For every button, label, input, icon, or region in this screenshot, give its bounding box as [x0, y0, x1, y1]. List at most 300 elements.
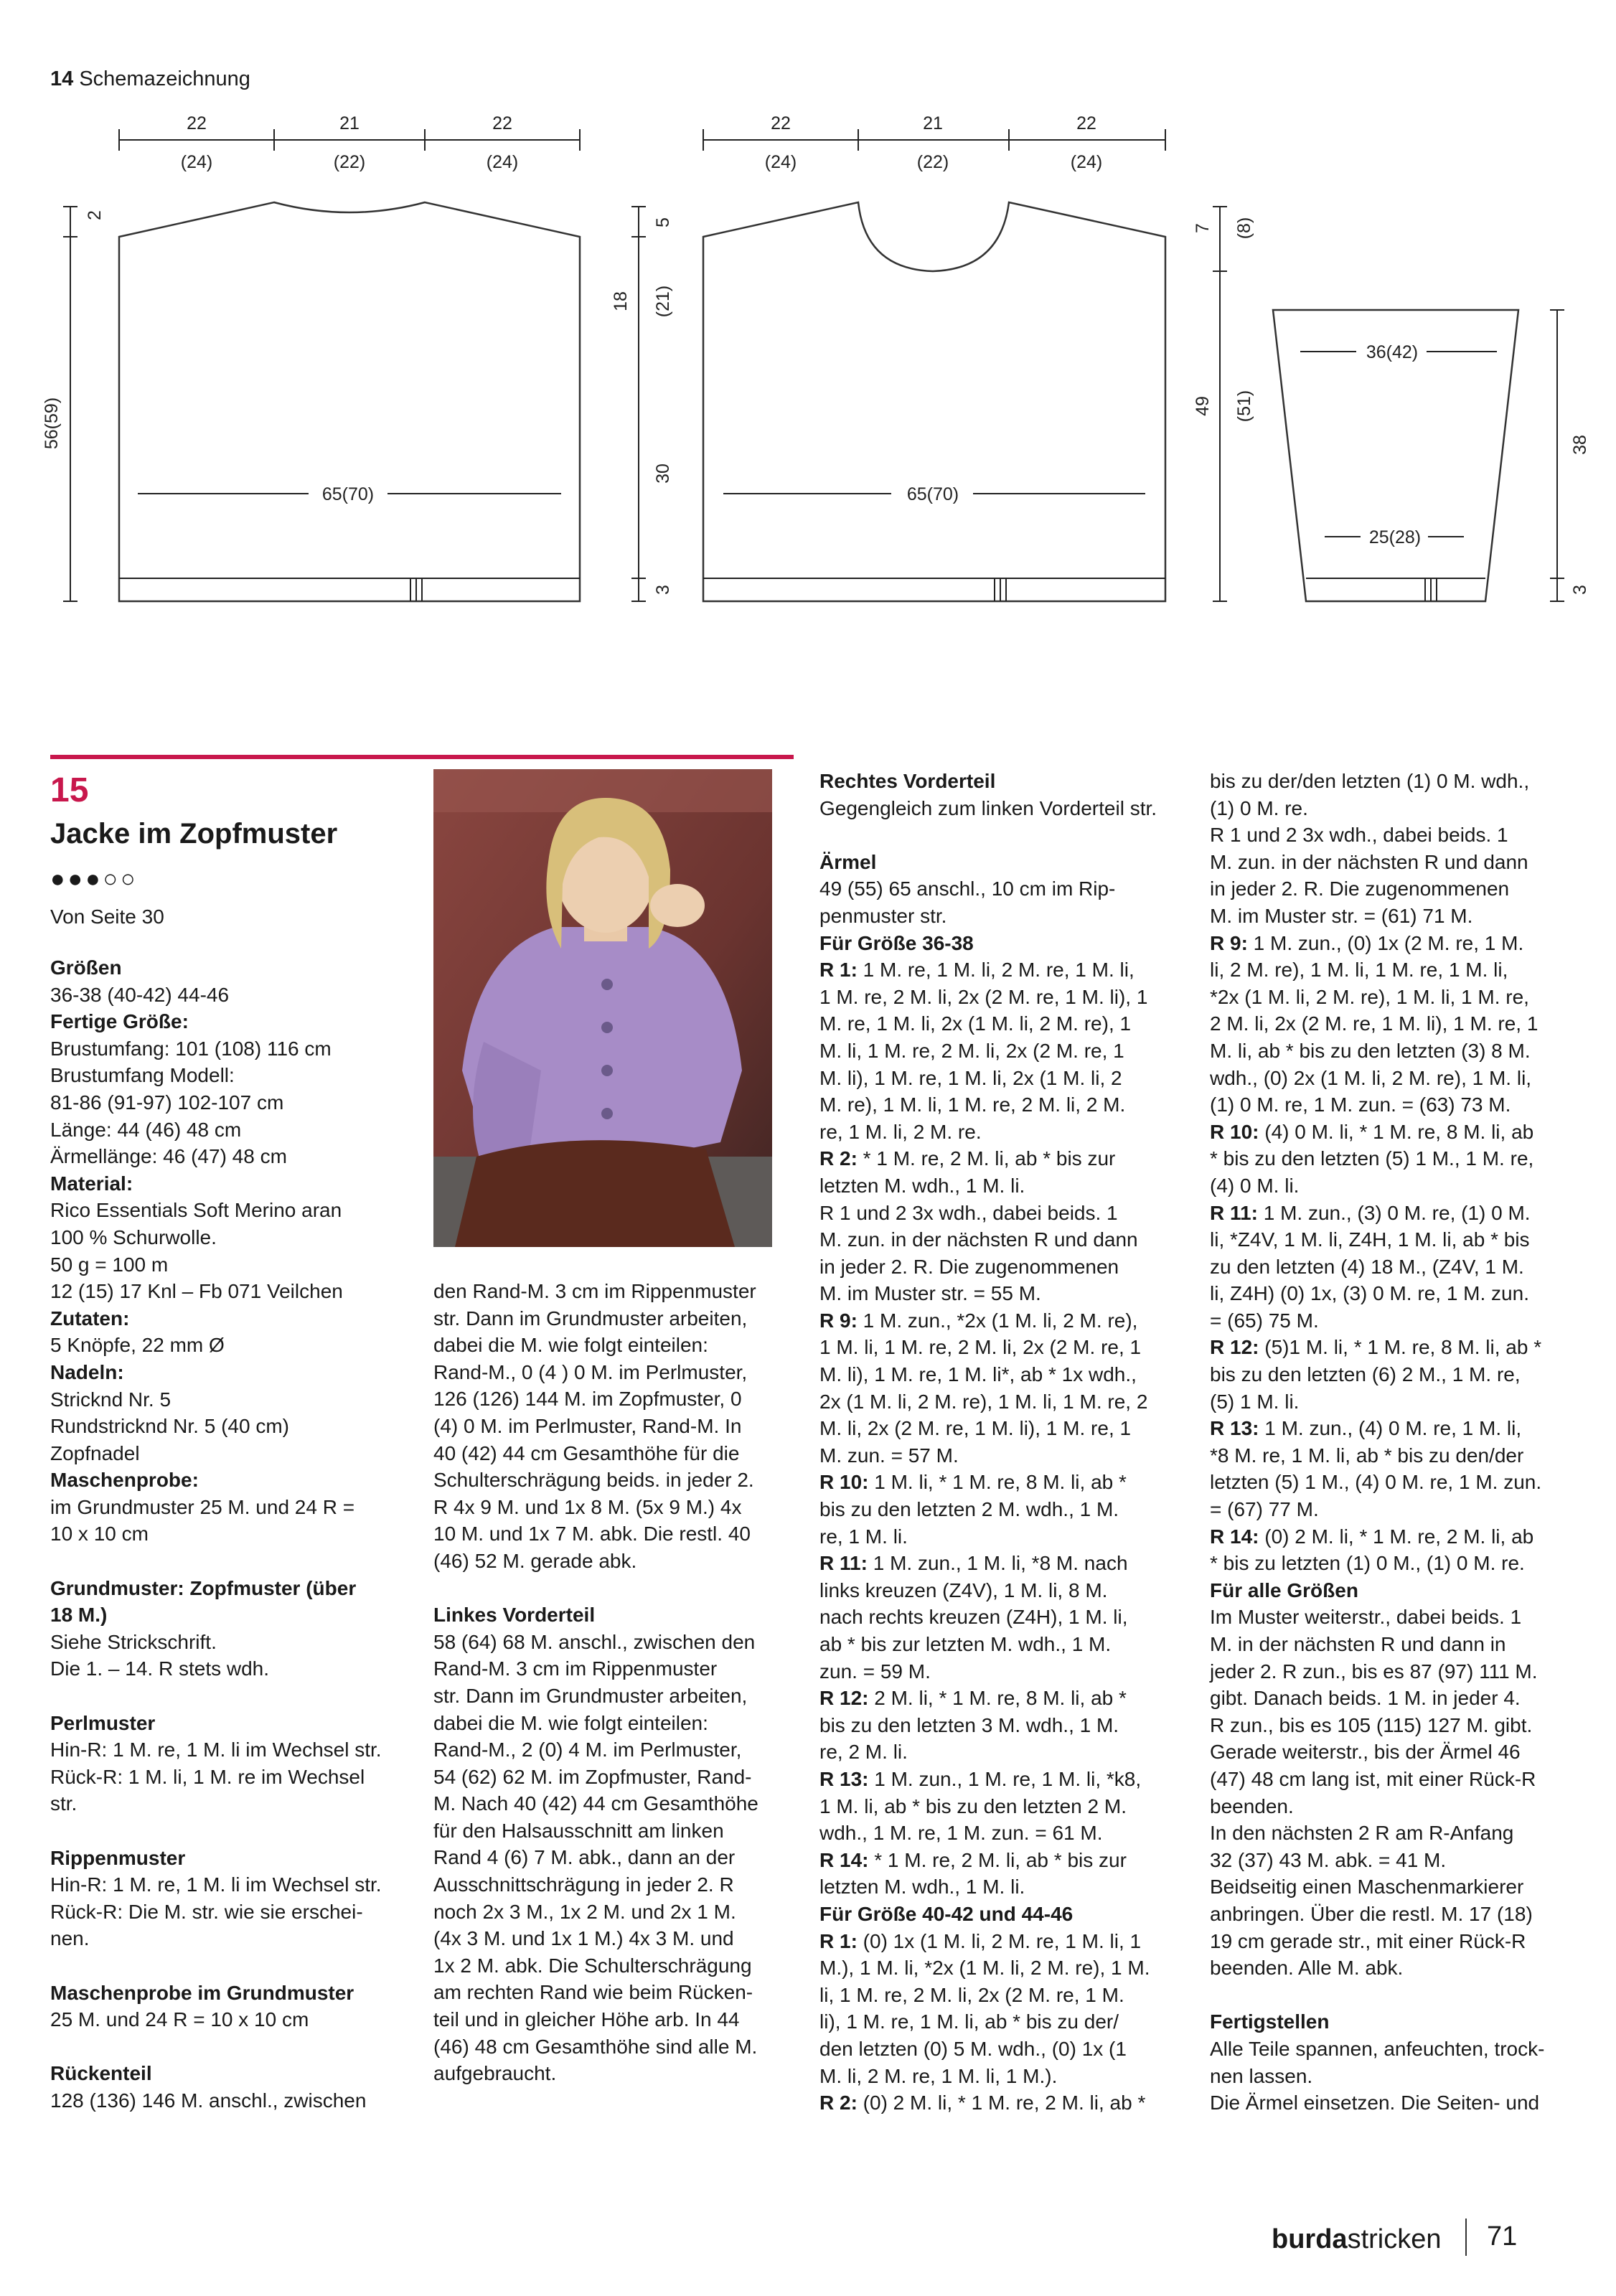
text-line	[819, 1172, 1193, 1200]
line-text: str. Dann im Grundmuster arbeiten,	[433, 1684, 748, 1707]
line-text: Rand-M. 3 cm im Rippenmuster	[433, 1657, 718, 1680]
text-line	[1210, 1793, 1583, 1820]
text-line	[433, 1952, 785, 1980]
text-line	[819, 1334, 1193, 1361]
text-line	[1210, 1038, 1583, 1065]
text-line	[819, 1065, 1193, 1092]
line-text: 1 M. zun., 1 M. re, 1 M. li, *k8,	[868, 1767, 1142, 1790]
text-line	[819, 1873, 1193, 1901]
line-text: str. Dann im Grundmuster arbeiten,	[433, 1307, 748, 1330]
text-line	[819, 1253, 1193, 1281]
text-line	[1210, 2008, 1583, 2036]
text-line	[433, 1817, 785, 1845]
line-text: (5) 1 M. li.	[1210, 1390, 1300, 1413]
text-column-1	[50, 954, 423, 2114]
body-height-dimension	[611, 207, 673, 601]
line-text: Perlmuster	[50, 1711, 156, 1734]
line-text: beenden. Alle M. abk.	[1210, 1957, 1404, 1980]
back-width-3: 22	[492, 113, 512, 133]
model-photo	[433, 769, 772, 1247]
text-line	[50, 1871, 423, 1899]
line-text: 1 M. zun., (3) 0 M. re, (1) 0 M.	[1257, 1201, 1531, 1224]
line-text: M. im Muster str. = 55 M.	[819, 1282, 1041, 1305]
text-line	[819, 1550, 1193, 1577]
text-line	[1210, 1928, 1583, 1955]
text-line	[433, 1736, 785, 1764]
line-text: (1) 0 M. re, 1 M. zun. = (63) 73 M.	[1210, 1093, 1511, 1116]
text-line	[433, 1440, 785, 1467]
text-line	[433, 1548, 785, 1575]
text-line	[1210, 903, 1583, 930]
row-label: R 12:	[1210, 1336, 1259, 1359]
line-text: R 1 und 2 3x wdh., dabei beids. 1	[819, 1201, 1118, 1224]
text-line	[819, 1388, 1193, 1416]
line-text: für den Halsausschnitt am linken	[433, 1819, 724, 1842]
text-line	[50, 1197, 423, 1224]
line-text: (46) 52 M. gerade abk.	[433, 1549, 637, 1572]
line-text: 50 g = 100 m	[50, 1253, 169, 1276]
front-width-alt-1: (24)	[764, 152, 797, 172]
line-text: nen.	[50, 1927, 90, 1950]
line-text: 10 M. und 1x 7 M. abk. Die restl. 40	[433, 1523, 751, 1545]
text-line	[819, 795, 1193, 822]
line-text: aufgebraucht.	[433, 2062, 557, 2085]
line-text: bis zu den letzten 2 M. wdh., 1 M.	[819, 1498, 1119, 1521]
back-width-2: 21	[339, 113, 360, 133]
text-line	[433, 1494, 785, 1521]
text-line	[819, 1145, 1193, 1172]
text-line	[50, 1278, 423, 1305]
line-text: = (65) 75 M.	[1210, 1309, 1319, 1332]
text-line	[1210, 1523, 1583, 1551]
text-column-4	[1210, 768, 1583, 2117]
line-text: li, *Z4V, 1 M. li, Z4H, 1 M. li, ab * bis	[1210, 1228, 1530, 1251]
line-text: Gerade weiterstr., bis der Ärmel 46	[1210, 1741, 1521, 1764]
section-title: Jacke im Zopfmuster	[50, 818, 338, 850]
text-line	[50, 1170, 423, 1198]
text-line	[1210, 930, 1583, 957]
line-text: M. zun. = 57 M.	[819, 1444, 959, 1467]
text-line	[50, 1899, 423, 1926]
line-text: Rundstricknd Nr. 5 (40 cm)	[50, 1415, 289, 1438]
text-line	[50, 2006, 423, 2033]
line-text: letzten (5) 1 M., (4) 0 M. re, 1 M. zun.	[1210, 1471, 1542, 1494]
text-line	[1210, 768, 1583, 795]
text-line	[1210, 1820, 1583, 1847]
text-line	[819, 1901, 1193, 1928]
sleeve-top-width: 36(42)	[1366, 342, 1419, 362]
text-line	[819, 1361, 1193, 1388]
line-text: 2 M. li, * 1 M. re, 8 M. li, ab *	[868, 1687, 1127, 1710]
text-line	[50, 1710, 423, 1737]
row-label: R 14:	[819, 1848, 869, 1871]
line-text: 1 M. zun., 1 M. li, *8 M. nach	[867, 1552, 1128, 1575]
text-line	[50, 1008, 423, 1035]
text-line	[433, 1710, 785, 1737]
text-line	[50, 1062, 423, 1089]
text-line	[1210, 2036, 1583, 2063]
text-line	[50, 1467, 423, 1494]
row-label: R 11:	[1210, 1201, 1258, 1224]
front-body-width: 65(70)	[906, 484, 959, 504]
line-text: Brustumfang Modell:	[50, 1064, 235, 1087]
text-line	[819, 1226, 1193, 1253]
text-line	[50, 2033, 423, 2061]
line-text: 5 Knöpfe, 22 mm Ø	[50, 1334, 225, 1357]
line-text: Ausschnittschrägung in jeder 2. R	[433, 1873, 734, 1896]
line-text: 1 M. zun., (0) 1x (2 M. re, 1 M.	[1247, 931, 1524, 954]
text-line	[1210, 984, 1583, 1011]
line-text: = (67) 77 M.	[1210, 1498, 1319, 1521]
back-width-alt-1: (24)	[180, 152, 213, 172]
line-text: Größen	[50, 956, 122, 979]
text-line	[50, 1305, 423, 1332]
line-text: 1 M. li, * 1 M. re, 8 M. li, ab *	[868, 1471, 1127, 1494]
text-line	[1210, 2089, 1583, 2117]
line-text: anbringen. Über die restl. M. 17 (18)	[1210, 1902, 1533, 1925]
line-text: Linkes Vorderteil	[433, 1604, 596, 1627]
text-line	[819, 1604, 1193, 1631]
line-text: jeder 2. R zun., bis es 87 (97) 111 M.	[1210, 1660, 1538, 1683]
line-text: M. re), 1 M. li, 1 M. re, 2 M. li, 2 M.	[819, 1093, 1126, 1116]
line-text: Fertige Größe:	[50, 1010, 189, 1033]
sleeve-height-dimension	[1550, 310, 1590, 601]
section-number: 15	[50, 771, 89, 809]
line-text: 58 (64) 68 M. anschl., zwischen den	[433, 1630, 756, 1653]
text-line	[819, 984, 1193, 1011]
line-text: noch 2x 3 M., 1x 2 M. und 2x 1 M.	[433, 1900, 736, 1923]
section-accent-bar	[50, 755, 794, 759]
line-text: 19 cm gerade str., mit einer Rück-R	[1210, 1929, 1526, 1952]
line-text: Stricknd Nr. 5	[50, 1388, 172, 1411]
line-text: Für alle Größen	[1210, 1578, 1358, 1601]
line-text: 1 M. re, 2 M. li, 2x (2 M. re, 1 M. li), 1	[819, 985, 1148, 1008]
line-text: Ärmel	[819, 850, 877, 873]
text-line	[1210, 956, 1583, 984]
text-line	[50, 1790, 423, 1817]
text-line	[1210, 1766, 1583, 1793]
text-line	[819, 1119, 1193, 1146]
line-text: li, 1 M. re, 2 M. li, 2x (2 M. re, 1 M.	[819, 1983, 1124, 2006]
text-line	[1210, 1226, 1583, 1253]
text-line	[1210, 1145, 1583, 1172]
text-line	[1210, 1442, 1583, 1469]
text-column-2	[433, 1278, 785, 2087]
schema-number: 14	[50, 67, 74, 90]
line-text: Zutaten:	[50, 1307, 130, 1330]
line-text: Die 1. – 14. R stets wdh.	[50, 1657, 270, 1680]
line-text: In den nächsten 2 R am R-Anfang	[1210, 1822, 1514, 1845]
text-line	[50, 1575, 423, 1602]
line-text: dabei die M. wie folgt einteilen:	[433, 1334, 708, 1357]
text-line	[50, 1224, 423, 1251]
text-line	[819, 1658, 1193, 1685]
line-text: (5)1 M. li, * 1 M. re, 8 M. li, ab *	[1259, 1336, 1542, 1359]
text-line	[1210, 875, 1583, 903]
line-text: li, Z4H) (0) 1x, (3) 0 M. re, 1 M. zun.	[1210, 1282, 1529, 1305]
text-line	[819, 1469, 1193, 1496]
text-line	[50, 1116, 423, 1144]
line-text: zu den letzten (4) 18 M., (Z4V, 1 M.	[1210, 1255, 1524, 1278]
line-text: Zopfnadel	[50, 1441, 140, 1464]
text-line	[50, 1413, 423, 1440]
text-line	[50, 1089, 423, 1116]
text-line	[433, 1332, 785, 1359]
text-line	[433, 1413, 785, 1440]
text-line	[819, 1982, 1193, 2009]
line-text: in jeder 2. R. Die zugenommenen	[819, 1255, 1119, 1278]
neck-height: 5	[653, 217, 673, 227]
footer-separator	[1465, 2219, 1467, 2256]
text-line	[433, 1871, 785, 1899]
text-line	[1210, 1091, 1583, 1119]
text-line	[1210, 1361, 1583, 1388]
line-text: 12 (15) 17 Knl – Fb 071 Veilchen	[50, 1280, 343, 1303]
row-label: R 1:	[819, 1929, 858, 1952]
line-text: Gegengleich zum linken Vorderteil str.	[819, 796, 1157, 819]
line-text: * bis zu letzten (1) 0 M., (1) 0 M. re.	[1210, 1552, 1525, 1575]
line-text: (0) 2 M. li, * 1 M. re, 2 M. li, ab *	[857, 2092, 1146, 2114]
line-text: M.), 1 M. li, *2x (1 M. li, 2 M. re), 1 M.	[819, 1957, 1150, 1980]
front-neck-depth-alt: (8)	[1234, 217, 1254, 240]
text-line	[50, 1143, 423, 1170]
line-text: Für Größe 36-38	[819, 931, 974, 954]
line-text: 1 M. li, ab * bis zu den letzten 2 M.	[819, 1794, 1127, 1817]
text-line	[819, 1010, 1193, 1038]
text-line	[819, 1280, 1193, 1307]
line-text: 1x 2 M. abk. Die Schulterschrägung	[433, 1954, 752, 1977]
line-text: 126 (126) 144 M. im Zopfmuster, 0	[433, 1388, 742, 1411]
line-text: in jeder 2. R. Die zugenommenen	[1210, 878, 1510, 900]
text-line	[50, 2060, 423, 2087]
line-text: Rück-R: 1 M. li, 1 M. re im Wechsel	[50, 1765, 365, 1788]
text-line	[819, 1928, 1193, 1955]
row-label: R 9:	[1210, 931, 1248, 954]
page-number: 71	[1487, 2221, 1518, 2252]
text-line	[1210, 1982, 1583, 2009]
front-total-height: 49	[1193, 396, 1213, 416]
sleeve-length: 38	[1570, 435, 1590, 455]
line-text: M. li), 1 M. re, 1 M. li*, ab * 1x wdh.,	[819, 1363, 1137, 1386]
text-line	[819, 1091, 1193, 1119]
line-text: bis zu der/den letzten (1) 0 M. wdh.,	[1210, 770, 1530, 792]
line-text: nach rechts kreuzen (Z4H), 1 M. li,	[819, 1606, 1128, 1629]
text-line	[819, 930, 1193, 957]
line-text: M. li, 2 M. re, 1 M. li, 1 M.).	[819, 2064, 1058, 2087]
text-line	[433, 1575, 785, 1602]
text-line	[50, 1440, 423, 1467]
line-text: Im Muster weiterstr., dabei beids. 1	[1210, 1606, 1522, 1629]
text-line	[819, 1631, 1193, 1658]
line-text: Maschenprobe im Grundmuster	[50, 1981, 354, 2004]
line-text: 10 x 10 cm	[50, 1523, 149, 1545]
line-text: M. li, ab * bis zu den letzten (3) 8 M.	[1210, 1039, 1531, 1062]
line-text: (0) 2 M. li, * 1 M. re, 2 M. li, ab	[1259, 1525, 1534, 1548]
line-text: beenden.	[1210, 1794, 1294, 1817]
line-text: re, 2 M. li.	[819, 1741, 908, 1764]
text-line	[1210, 1604, 1583, 1631]
text-line	[50, 1386, 423, 1413]
text-line	[819, 1038, 1193, 1065]
front-width-alt-2: (22)	[916, 152, 949, 172]
line-text: * 1 M. re, 2 M. li, ab * bis zur	[857, 1147, 1116, 1170]
text-line	[819, 1739, 1193, 1766]
line-text: 81-86 (91-97) 102-107 cm	[50, 1091, 284, 1114]
text-line	[433, 1359, 785, 1386]
text-line	[433, 1655, 785, 1683]
text-line	[433, 1520, 785, 1548]
text-line	[50, 2087, 423, 2114]
text-line	[50, 1817, 423, 1845]
line-text: im Grundmuster 25 M. und 24 R =	[50, 1495, 355, 1518]
text-line	[1210, 1172, 1583, 1200]
row-label: R 12:	[819, 1687, 869, 1710]
text-line	[819, 849, 1193, 876]
text-line	[1210, 1550, 1583, 1577]
text-line	[50, 1683, 423, 1710]
row-label: R 13:	[819, 1767, 869, 1790]
text-line	[1210, 1010, 1583, 1038]
line-text: (4) 0 M. li, * 1 M. re, 8 M. li, ab	[1259, 1120, 1534, 1143]
line-text: Rand-M., 0 (4 ) 0 M. im Perlmuster,	[433, 1360, 748, 1383]
line-text: M. li, 2x (2 M. re, 1 M. li), 1 M. re, 1	[819, 1417, 1132, 1440]
text-line	[1210, 1873, 1583, 1901]
text-line	[819, 1442, 1193, 1469]
text-line	[433, 1601, 785, 1629]
text-line	[433, 1899, 785, 1926]
text-line	[433, 1844, 785, 1871]
line-text: R zun., bis es 105 (115) 127 M. gibt.	[1210, 1713, 1533, 1736]
front-width-2: 21	[923, 113, 943, 133]
line-text: M. im Muster str. = (61) 71 M.	[1210, 904, 1473, 927]
line-text: (46) 48 cm Gesamthöhe sind alle M.	[433, 2035, 758, 2058]
line-text: Rippenmuster	[50, 1846, 186, 1869]
line-text: str.	[50, 1792, 77, 1815]
line-text: wdh., (0) 2x (1 M. li, 2 M. re), 1 M. li,	[1210, 1066, 1532, 1089]
line-text: Rand-M., 2 (0) 4 M. im Perlmuster,	[433, 1739, 742, 1761]
text-line	[1210, 1577, 1583, 1604]
row-label: R 9:	[819, 1309, 858, 1332]
text-line	[50, 1925, 423, 1952]
text-line	[1210, 1200, 1583, 1227]
text-line	[819, 2063, 1193, 2090]
text-line	[433, 1629, 785, 1656]
text-line	[1210, 1847, 1583, 1874]
line-text: 1 M. zun., *2x (1 M. li, 2 M. re),	[857, 1309, 1138, 1332]
line-text: (0) 1x (1 M. li, 2 M. re, 1 M. li, 1	[857, 1929, 1142, 1952]
sleeve-bottom-width: 25(28)	[1368, 527, 1422, 547]
text-line	[50, 1845, 423, 1872]
line-text: re, 1 M. li, 2 M. re.	[819, 1120, 982, 1143]
line-text: * bis zu den letzten (5) 1 M., 1 M. re,	[1210, 1147, 1534, 1170]
line-text: (4) 0 M. im Perlmuster, Rand-M. In	[433, 1414, 742, 1437]
back-neck-drop: 2	[85, 210, 105, 220]
front-height-dimension	[1193, 207, 1254, 601]
text-line	[50, 1332, 423, 1359]
row-label: R 10:	[1210, 1120, 1259, 1143]
row-label: R 2:	[819, 1147, 858, 1170]
text-line	[819, 1954, 1193, 1982]
text-column-3	[819, 768, 1193, 2117]
line-text: 32 (37) 43 M. abk. = 41 M.	[1210, 1848, 1447, 1871]
line-text: M. re, 1 M. li, 2x (1 M. li, 2 M. re), 1	[819, 1012, 1132, 1035]
text-line	[819, 1712, 1193, 1739]
line-text: bis zu den letzten (6) 2 M., 1 M. re,	[1210, 1363, 1521, 1386]
text-line	[819, 903, 1193, 930]
text-line	[433, 1683, 785, 1710]
text-line	[50, 1629, 423, 1656]
line-text: R 1 und 2 3x wdh., dabei beids. 1	[1210, 824, 1508, 847]
text-line	[1210, 822, 1583, 849]
line-text: Siehe Strickschrift.	[50, 1630, 217, 1653]
text-line	[433, 1979, 785, 2006]
text-line	[1210, 2063, 1583, 2090]
footer-brand-bold: burda	[1272, 2224, 1348, 2254]
line-text: 2x (1 M. li, 2 M. re), 1 M. li, 1 M. re, 2	[819, 1390, 1148, 1413]
line-text: 49 (55) 65 anschl., 10 cm im Rip-	[819, 878, 1116, 900]
text-line	[1210, 1954, 1583, 1982]
row-label: R 11:	[819, 1552, 868, 1575]
text-line	[819, 1577, 1193, 1604]
line-text: 18 M.)	[50, 1604, 108, 1627]
line-text: bis zu den letzten 3 M. wdh., 1 M.	[819, 1713, 1119, 1736]
upper-height: 18	[611, 291, 631, 311]
line-text: 100 % Schurwolle.	[50, 1225, 217, 1248]
text-line	[1210, 1469, 1583, 1496]
line-text: *2x (1 M. li, 2 M. re), 1 M. li, 1 M. re,	[1210, 985, 1529, 1008]
back-width-alt-2: (22)	[333, 152, 366, 172]
text-line	[1210, 1280, 1583, 1307]
back-width-alt-3: (24)	[486, 152, 519, 172]
back-width-1: 22	[187, 113, 207, 133]
text-line	[1210, 1415, 1583, 1442]
line-text: M. in der nächsten R und dann in	[1210, 1633, 1506, 1655]
line-text: 1 M. li, 1 M. re, 2 M. li, 2x (2 M. re, 1	[819, 1336, 1142, 1359]
line-text: den Rand-M. 3 cm im Rippenmuster	[433, 1280, 756, 1302]
text-line	[819, 1523, 1193, 1551]
back-total-height: 56(59)	[42, 397, 62, 450]
row-label: R 1:	[819, 959, 858, 982]
back-piece-outline	[119, 202, 580, 601]
line-text: 1 M. re, 1 M. li, 2 M. re, 1 M. li,	[857, 959, 1135, 982]
row-label: R 2:	[819, 2092, 858, 2114]
text-line	[50, 1980, 423, 2007]
text-line	[50, 1035, 423, 1063]
line-text: 2 M. li, 2x (2 M. re, 1 M. li), 1 M. re, 1	[1210, 1012, 1539, 1035]
front-width-3: 22	[1076, 113, 1096, 133]
text-line	[819, 956, 1193, 984]
text-line	[819, 768, 1193, 795]
line-text: M. zun. in der nächsten R und dann	[1210, 850, 1528, 873]
line-text: (4) 0 M. li.	[1210, 1174, 1300, 1197]
text-line	[819, 1766, 1193, 1793]
row-label: R 13:	[1210, 1417, 1259, 1440]
line-text: Maschenprobe:	[50, 1469, 199, 1492]
front-width-1: 22	[771, 113, 791, 133]
text-line	[433, 1305, 785, 1332]
line-text: li, 2 M. re), 1 M. li, 1 M. re, 1 M. li,	[1210, 959, 1508, 982]
line-text: wdh., 1 M. re, 1 M. zun. = 61 M.	[819, 1822, 1103, 1845]
line-text: M. li), 1 M. re, 1 M. li, 2x (1 M. li, 2	[819, 1066, 1122, 1089]
line-text: Beidseitig einen Maschenmarkierer	[1210, 1876, 1524, 1899]
text-line	[819, 822, 1193, 849]
line-text: (4x 3 M. und 1x 1 M.) 4x 3 M. und	[433, 1927, 734, 1950]
text-line	[50, 1494, 423, 1521]
text-line	[819, 2089, 1193, 2117]
text-line	[819, 1307, 1193, 1335]
footer-brand-regular: stricken	[1347, 2224, 1442, 2254]
text-line	[1210, 1388, 1583, 1416]
